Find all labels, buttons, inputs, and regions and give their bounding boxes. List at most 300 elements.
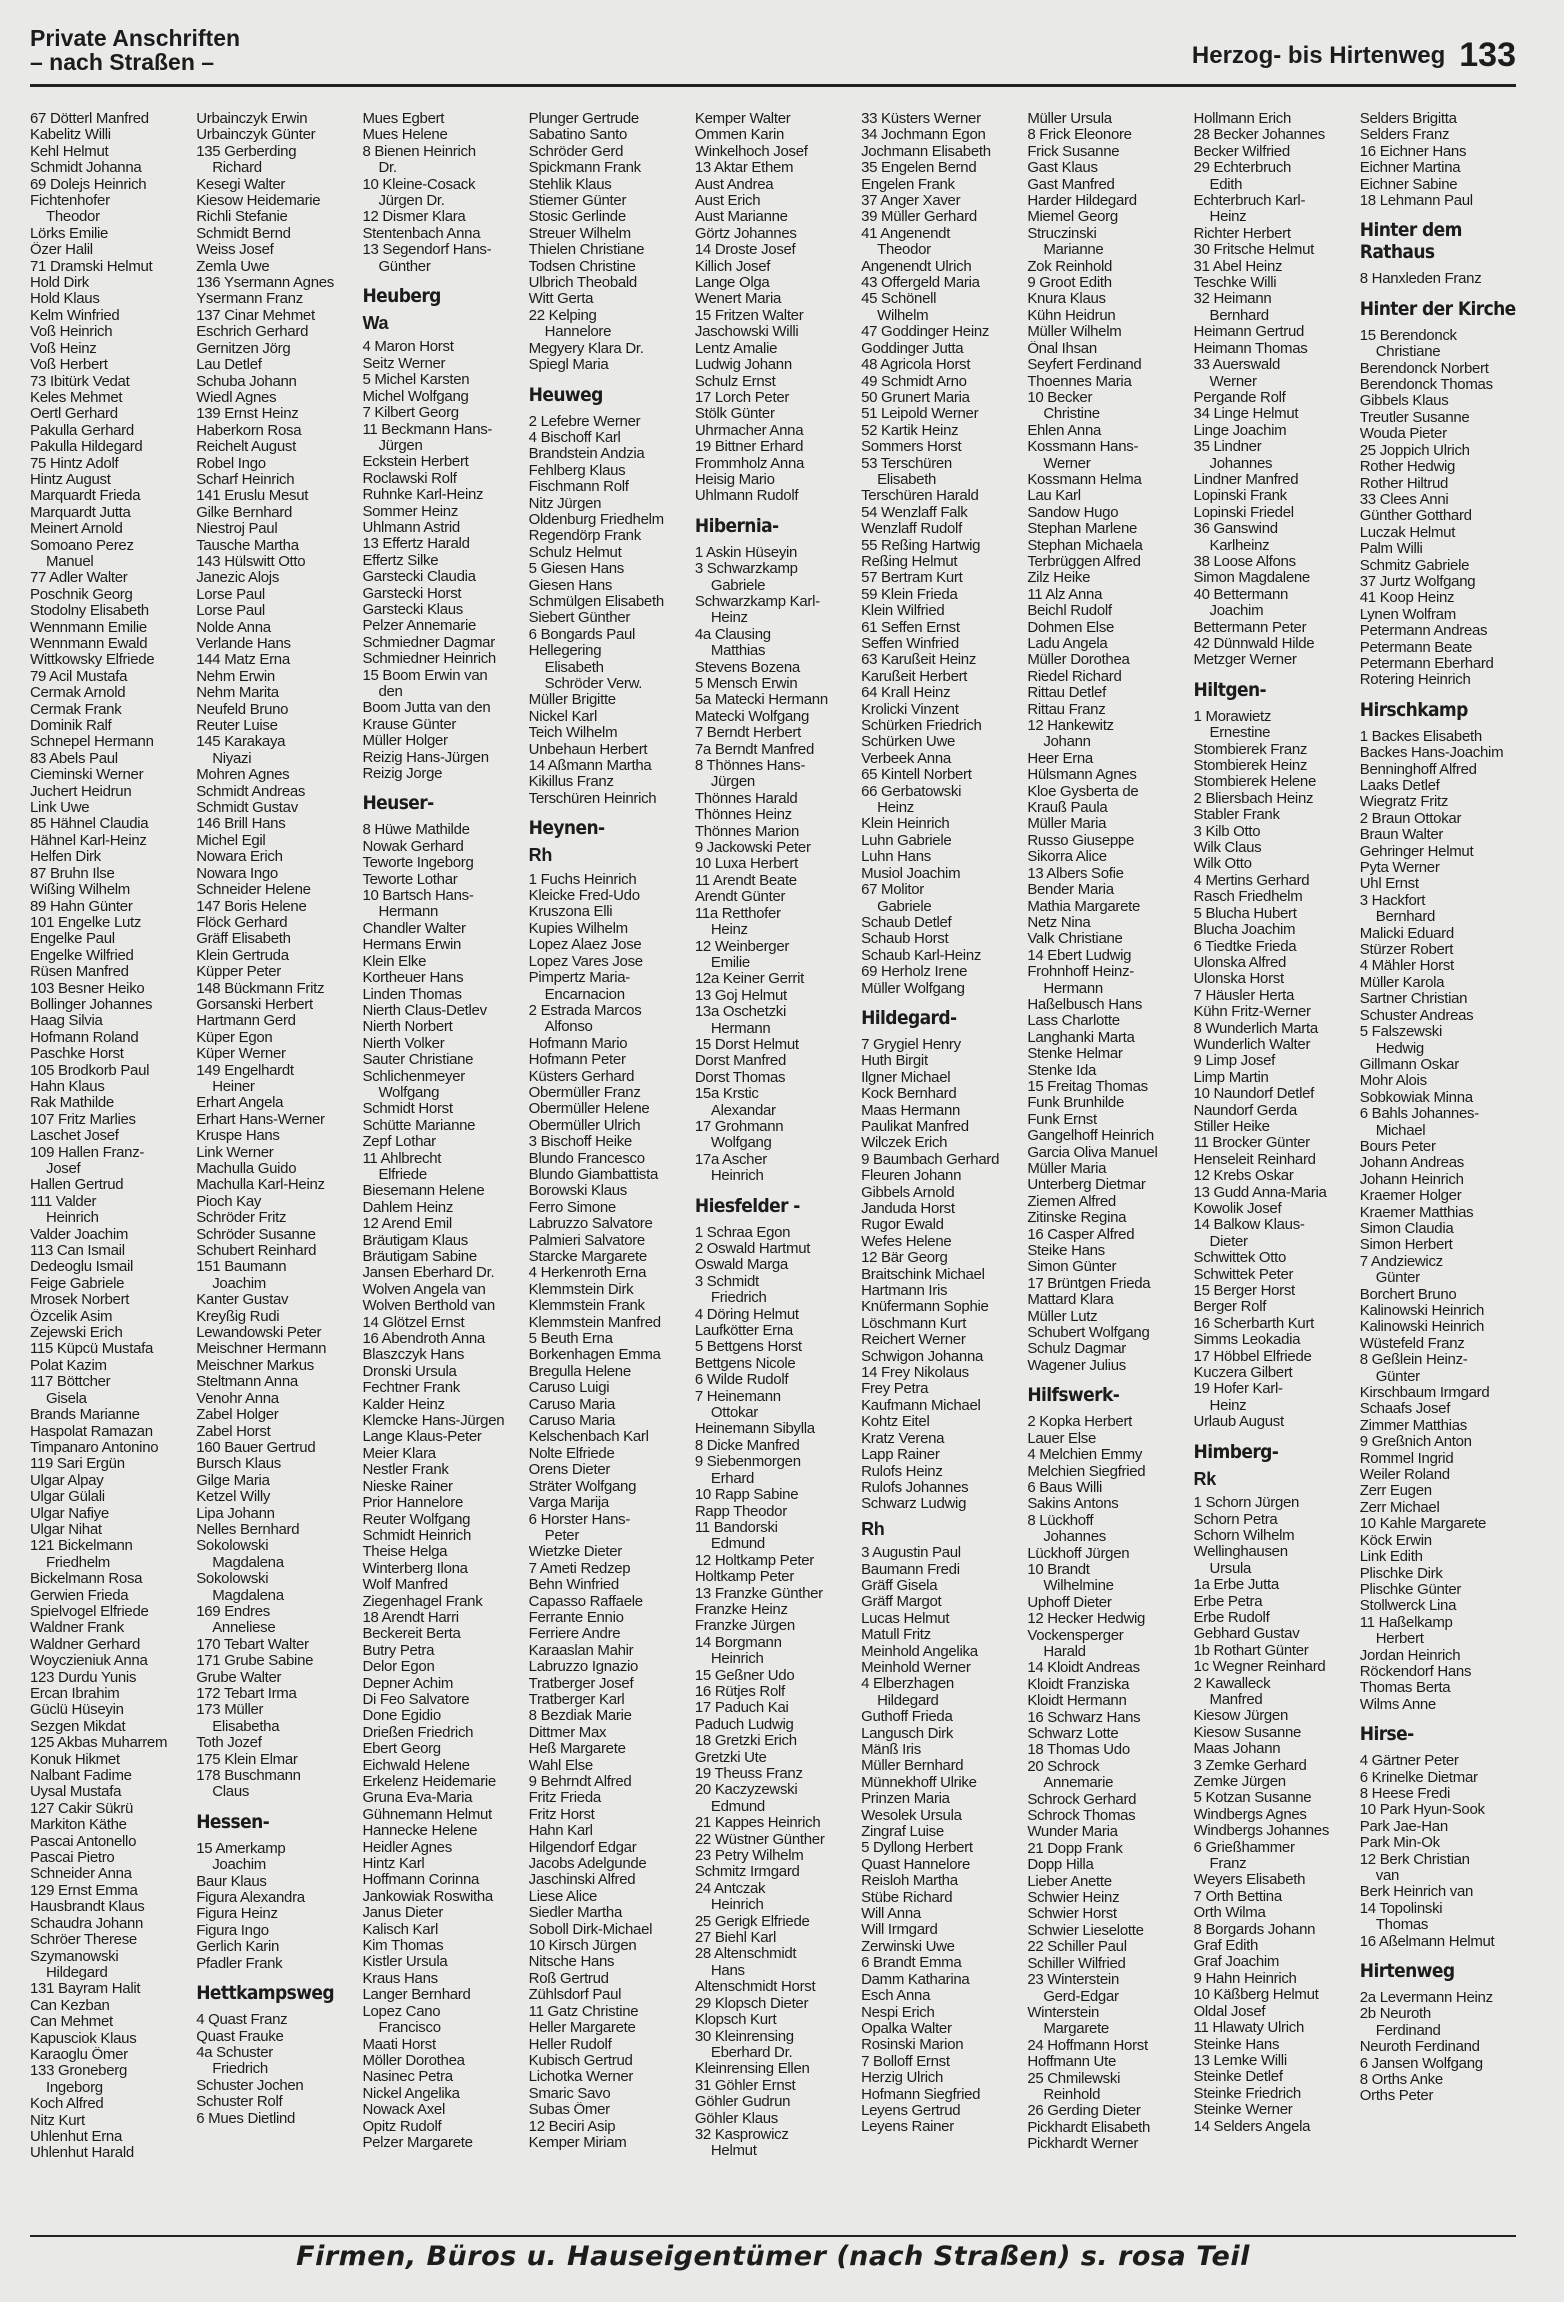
resident-entry: Schubert Wolfgang [1027, 1325, 1150, 1342]
resident-entry: Nestler Frank [362, 1462, 449, 1479]
entry-continuation: Ernestine [1209, 725, 1271, 742]
resident-entry: Schaub Horst [861, 931, 949, 948]
resident-entry: Simms Leokadia [1193, 1332, 1301, 1349]
resident-entry: Hannecke Helene [362, 1823, 478, 1840]
resident-entry: Meier Klara [362, 1445, 436, 1462]
resident-entry: Önal Ihsan [1027, 340, 1097, 357]
resident-entry: Drießen Friedrich [362, 1724, 474, 1741]
entry-continuation: Helmut [710, 2143, 757, 2160]
resident-entry: Aust Marianne [694, 209, 788, 226]
resident-entry: 15 Berendonck [1359, 327, 1457, 344]
resident-entry: Kossmann Hans- [1027, 439, 1139, 456]
resident-entry: Grube Walter [196, 1669, 282, 1686]
resident-entry: Reichert Werner [861, 1332, 966, 1349]
resident-entry: Mattard Klara [1027, 1292, 1114, 1309]
resident-entry: Limp Martin [1193, 1069, 1269, 1086]
resident-entry: Steinke Friedrich [1193, 2085, 1301, 2102]
entry-continuation: Alexandar [710, 1102, 776, 1119]
resident-entry: Hoffmann Ute [1027, 2054, 1116, 2071]
resident-entry: Konuk Hikmet [30, 1751, 120, 1768]
resident-entry: Lau Karl [1027, 488, 1081, 505]
resident-entry: Müller Maria [1027, 816, 1107, 833]
resident-entry: Seitz Werner [362, 355, 446, 372]
street-heading: Hessen- [196, 1810, 270, 1833]
resident-entry: 10 Becker [1027, 389, 1093, 406]
street-heading: Hirtenweg [1359, 1960, 1455, 1983]
resident-entry: Rulofs Heinz [861, 1463, 943, 1480]
entry-continuation: Günther [378, 258, 431, 275]
resident-entry: Johann Heinrich [1359, 1171, 1464, 1188]
resident-entry: 14 Balkow Klaus- [1193, 1217, 1305, 1234]
resident-entry: Eichner Sabine [1359, 176, 1458, 193]
resident-entry: Nespi Erich [861, 2004, 935, 2021]
resident-entry: Heisig Mario [694, 471, 775, 488]
resident-entry: Schwier Horst [1027, 1906, 1117, 1923]
resident-entry: Feige Gabriele [30, 1275, 125, 1292]
resident-entry: 119 Sari Ergün [30, 1456, 125, 1473]
resident-entry: 178 Buschmann [196, 1768, 301, 1785]
resident-entry: Stombierek Helene [1193, 774, 1316, 791]
resident-entry: Marquardt Frieda [30, 488, 141, 505]
resident-entry: Spiegl Maria [528, 357, 609, 374]
resident-entry: 169 Endres [196, 1603, 270, 1620]
resident-entry: Dronski Ursula [362, 1363, 457, 1380]
resident-entry: Nehm Erwin [196, 668, 275, 685]
entry-continuation: Joachim [212, 1857, 266, 1874]
resident-entry: Schuster Jochen [196, 2077, 304, 2094]
resident-entry: Fritz Horst [528, 1806, 595, 1823]
resident-entry: Fechtner Frank [362, 1380, 460, 1397]
resident-entry: Meischner Markus [196, 1357, 314, 1374]
resident-entry: Hofmann Mario [528, 1035, 628, 1052]
resident-entry: 45 Schönell [861, 291, 937, 308]
resident-entry: 64 Krall Heinz [861, 685, 951, 702]
resident-entry: 24 Hoffmann Horst [1027, 2037, 1148, 2054]
resident-entry: Park Jae-Han [1359, 1818, 1448, 1835]
resident-entry: Linge Joachim [1193, 422, 1287, 439]
resident-entry: Plischke Dirk [1359, 1565, 1443, 1582]
resident-entry: Kalisch Karl [362, 1921, 439, 1938]
resident-entry: 13 Franzke Günther [694, 1585, 823, 1602]
resident-entry: Pyta Werner [1359, 860, 1440, 877]
resident-entry: Wennmann Ewald [30, 636, 148, 652]
resident-entry: Blucha Joachim [1193, 922, 1296, 939]
resident-entry: Gibbels Arnold [861, 1184, 955, 1201]
resident-entry: 9 Behrndt Alfred [528, 1774, 632, 1790]
resident-entry: Bickelmann Rosa [30, 1571, 143, 1588]
resident-entry: Gangelhoff Heinrich [1027, 1128, 1154, 1145]
resident-entry: Simon Herbert [1359, 1237, 1453, 1254]
resident-entry: 101 Engelke Lutz [30, 914, 142, 931]
resident-entry: 14 Aßmann Martha [528, 758, 652, 775]
resident-entry: Ercan Ibrahim [30, 1686, 120, 1702]
resident-entry: 16 Abendroth Anna [362, 1331, 485, 1348]
resident-entry: Quast Hannelore [861, 1856, 970, 1873]
street-heading: Hildegard- [861, 1006, 957, 1029]
resident-entry: Gast Klaus [1027, 160, 1098, 177]
resident-entry: 8 Hanxleden Franz [1359, 271, 1482, 288]
resident-entry: Erbe Petra [1193, 1593, 1263, 1610]
directory-column [30, 111, 190, 2204]
resident-entry: Knüfermann Sophie [861, 1299, 989, 1316]
resident-entry: Voß Heinrich [30, 324, 113, 341]
street-heading: Heuberg [362, 285, 441, 308]
resident-entry: Ferriere Andre [528, 1626, 621, 1643]
resident-entry: Mohren Agnes [196, 767, 290, 784]
resident-entry: Zerwinski Uwe [861, 1938, 955, 1955]
resident-entry: 170 Tebart Walter [196, 1636, 309, 1653]
resident-entry: 17a Ascher [694, 1151, 767, 1168]
resident-entry: Nickel Angelika [362, 2085, 460, 2102]
entry-continuation: Jürgen Dr. [378, 193, 445, 210]
resident-entry: Holtkamp Peter [694, 1569, 795, 1586]
resident-entry: Lapp Rainer [861, 1447, 940, 1464]
resident-entry: 10 Park Hyun-Sook [1359, 1802, 1485, 1819]
resident-entry: Treutler Susanne [1359, 409, 1470, 426]
resident-entry: 22 Schiller Paul [1027, 1939, 1127, 1956]
resident-entry: Krauß Paula [1027, 800, 1108, 817]
resident-entry: 173 Müller [196, 1702, 264, 1719]
entry-continuation: Elfriede [378, 1166, 427, 1183]
resident-entry: Erbe Rudolf [1193, 1609, 1270, 1626]
resident-entry: Wüstefeld Franz [1359, 1335, 1465, 1352]
resident-entry: 29 Klopsch Dieter [694, 1995, 809, 2012]
resident-entry: 8 Orths Anke [1359, 2072, 1443, 2089]
page-header [30, 26, 1516, 87]
resident-entry: Gerlich Karin [196, 1939, 280, 1956]
resident-entry: Park Min-Ok [1359, 1835, 1440, 1852]
resident-entry: 125 Akbas Muharrem [30, 1735, 168, 1752]
resident-entry: Leyens Gertrud [861, 2102, 961, 2119]
resident-entry: Lieber Anette [1027, 1873, 1112, 1890]
street-heading: Hirse- [1359, 1723, 1414, 1746]
resident-entry: Schwarzkamp Karl- [694, 593, 820, 610]
resident-entry: 11 Beckmann Hans- [362, 421, 493, 438]
resident-entry: 2 Oswald Hartmut [694, 1241, 811, 1257]
resident-entry: Zemke Jürgen [1193, 1774, 1286, 1790]
resident-entry: Sauter Christiane [362, 1052, 474, 1069]
resident-entry: Rommel Ingrid [1359, 1450, 1454, 1467]
resident-entry: 19 Theuss Franz [694, 1766, 803, 1782]
entry-continuation: Jürgen [710, 774, 755, 791]
resident-entry: 5 Bettgens Horst [694, 1339, 802, 1356]
entry-continuation: Ursula [1209, 1560, 1252, 1577]
resident-entry: Schiller Wilfried [1027, 1955, 1126, 1972]
resident-entry: Dedeoglu Ismail [30, 1259, 134, 1276]
entry-continuation: Emilie [710, 954, 750, 971]
resident-entry: Spielvogel Elfriede [30, 1603, 149, 1620]
resident-entry: Gühnemann Helmut [362, 1806, 492, 1823]
directory-column [1194, 111, 1354, 2204]
resident-entry: 33 Clees Anni [1359, 491, 1449, 508]
resident-entry: Baumann Fredi [861, 1561, 960, 1578]
resident-entry: Zingraf Luise [861, 1824, 944, 1841]
resident-entry: Poschnik Georg [30, 586, 133, 603]
resident-entry: 19 Bittner Erhard [694, 439, 804, 456]
resident-entry: Laschet Josef [30, 1128, 119, 1145]
resident-entry: 2 Kopka Herbert [1027, 1414, 1133, 1431]
entry-continuation: Christiane [1375, 344, 1441, 361]
district-label: Wa [362, 315, 389, 332]
resident-entry: Hintz Karl [362, 1856, 425, 1873]
street-heading: Hirschkamp [1359, 698, 1468, 721]
entry-continuation: Johann [1043, 734, 1091, 751]
resident-entry: Schmiedner Heinrich [362, 651, 496, 668]
street-range-heading [1192, 36, 1516, 75]
resident-entry: Riedel Richard [1027, 668, 1122, 685]
resident-entry: Müller Ursula [1027, 111, 1112, 127]
resident-entry: Liese Alice [528, 1888, 598, 1905]
entry-continuation: Ferdinand [1375, 2022, 1441, 2039]
resident-entry: Schmidt Gustav [196, 800, 298, 817]
resident-entry: Schmiedner Dagmar [362, 634, 495, 651]
resident-entry: Jaschinski Alfred [528, 1872, 636, 1889]
entry-continuation: Elisabetha [212, 1718, 280, 1735]
resident-entry: Nalbant Fadime [30, 1768, 132, 1785]
resident-entry: Schmidt Bernd [196, 225, 291, 242]
entry-continuation: Günter [1375, 1270, 1420, 1287]
entry-continuation: Hermann [378, 904, 439, 921]
resident-entry: Theise Helga [362, 1544, 448, 1561]
district-label: Rh [861, 1520, 885, 1538]
resident-entry: 1b Rothart Günter [1193, 1642, 1309, 1659]
resident-entry: 14 Borgmann [694, 1634, 782, 1651]
resident-entry: Delor Egon [362, 1659, 435, 1676]
resident-entry: Meischner Hermann [196, 1341, 327, 1358]
resident-entry: 11 Haßelkamp [1359, 1614, 1453, 1631]
resident-entry: 10 Bartsch Hans- [362, 888, 474, 905]
resident-entry: Gerwien Frieda [30, 1587, 129, 1604]
resident-entry: Langhanki Marta [1027, 1029, 1135, 1046]
resident-entry: Uhlenhut Erna [30, 2128, 122, 2145]
resident-entry: Laufkötter Erna [694, 1323, 793, 1340]
resident-entry: Steinke Hans [1193, 2036, 1280, 2053]
resident-entry: Schmidt Heinrich [362, 1527, 472, 1544]
entry-continuation: Gerd-Edgar [1043, 1988, 1119, 2005]
resident-entry: 2 Lefebre Werner [528, 413, 641, 430]
resident-entry: Karaaslan Mahir [528, 1642, 634, 1659]
resident-entry: Ysermann Franz [196, 291, 303, 308]
resident-entry: 15 Berger Horst [1193, 1283, 1295, 1300]
resident-entry: Lipa Johann [196, 1505, 275, 1522]
resident-entry: Garstecki Claudia [362, 569, 476, 586]
resident-entry: Heinemann Sibylla [694, 1421, 815, 1438]
resident-entry: Reuter Luise [196, 718, 278, 735]
resident-entry: Nierth Norbert [362, 1019, 453, 1036]
resident-entry: 5 Dyllong Herbert [861, 1840, 973, 1857]
resident-entry: Gillmann Oskar [1359, 1056, 1459, 1073]
entry-continuation: Bernhard [1375, 909, 1436, 926]
resident-entry: Nierth Claus-Detlev [362, 1002, 487, 1019]
resident-entry: 48 Agricola Horst [861, 357, 971, 374]
entry-continuation: Hermann [1043, 980, 1103, 997]
resident-entry: Fischmann Rolf [528, 479, 629, 496]
resident-entry: Gräff Gisela [861, 1577, 938, 1594]
resident-entry: Wahl Else [528, 1757, 593, 1774]
resident-entry: Scharf Heinrich [196, 471, 295, 488]
resident-entry: Janduda Horst [861, 1201, 955, 1217]
resident-entry: Kruszona Elli [528, 904, 613, 921]
resident-entry: 14 Selders Angela [1193, 2118, 1311, 2135]
resident-entry: 175 Klein Elmar [196, 1751, 298, 1768]
resident-entry: 16 Eichner Hans [1359, 143, 1467, 160]
street-heading: Hilfswerk- [1027, 1384, 1120, 1407]
resident-entry: Roß Gertrud [528, 1970, 609, 1987]
resident-entry: Paschke Horst [30, 1046, 124, 1063]
resident-entry: 31 Göhler Ernst [694, 2077, 796, 2094]
resident-entry: Tratberger Karl [528, 1691, 625, 1708]
resident-entry: 37 Anger Xaver [861, 193, 961, 210]
entry-continuation: Josef [46, 1161, 81, 1177]
resident-entry: 3 Schwarzkamp [694, 561, 798, 578]
resident-entry: Petermann Beate [1359, 639, 1472, 656]
resident-entry: 103 Besner Heiko [30, 980, 145, 997]
resident-entry: Juchert Heidrun [30, 783, 132, 800]
resident-entry: 6 Bahls Johannes- [1359, 1106, 1479, 1123]
resident-entry: Schwittek Otto [1193, 1250, 1287, 1267]
resident-entry: Cermak Frank [30, 701, 122, 718]
resident-entry: 18 Gretzki Erich [694, 1733, 797, 1750]
resident-entry: Schulz Ernst [694, 373, 776, 390]
resident-entry: 11 Hlawaty Ulrich [1193, 2020, 1305, 2037]
resident-entry: 11 Brocker Günter [1193, 1135, 1310, 1152]
resident-entry: Chandler Walter [362, 920, 466, 937]
resident-entry: Gretzki Ute [694, 1749, 767, 1766]
resident-entry: Kanter Gustav [196, 1292, 289, 1309]
entry-continuation: Hannelore [544, 324, 612, 341]
resident-entry: Uhlmann Astrid [362, 519, 460, 536]
resident-entry: Caruso Maria [528, 1396, 616, 1413]
resident-entry: Nelles Bernhard [196, 1521, 300, 1538]
resident-entry: Regendörp Frank [528, 528, 641, 545]
resident-entry: Sandow Hugo [1027, 504, 1119, 521]
resident-entry: Pascai Antonello [30, 1833, 137, 1850]
entry-continuation: Friedrich [710, 1290, 767, 1307]
resident-entry: 15 Boom Erwin van [362, 667, 488, 684]
resident-entry: 8 Borgards Johann [1193, 1921, 1316, 1938]
resident-entry: Berendonck Thomas [1359, 377, 1493, 394]
resident-entry: Angenendt Ulrich [861, 258, 972, 275]
resident-entry: Uhlmann Rudolf [694, 488, 799, 505]
resident-entry: Lopinski Frank [1193, 488, 1287, 505]
resident-entry: 66 Gerbatowski [861, 783, 962, 800]
resident-entry: Kiesow Jürgen [1193, 1708, 1289, 1725]
resident-entry: 12 Holtkamp Peter [694, 1552, 815, 1569]
resident-entry: Hellegering [528, 643, 602, 660]
resident-entry: Pioch Kay [196, 1193, 262, 1210]
resident-entry: Schaafs Josef [1359, 1401, 1451, 1418]
resident-entry: Kloe Gysberta de [1027, 783, 1139, 800]
resident-entry: 17 Paduch Kai [694, 1700, 789, 1717]
resident-entry: Kemper Walter [694, 111, 791, 127]
resident-entry: 8 Geßlein Heinz- [1359, 1352, 1468, 1369]
resident-entry: 34 Linge Helmut [1193, 406, 1299, 423]
resident-entry: Oldenburg Friedhelm [528, 511, 664, 528]
resident-entry: 75 Hintz Adolf [30, 455, 119, 472]
resident-entry: 7 Grygiel Henry [861, 1036, 961, 1053]
resident-entry: Gilge Maria [196, 1472, 270, 1489]
resident-entry: Küper Werner [196, 1046, 286, 1063]
resident-entry: 8 Lückhoff [1027, 1512, 1094, 1529]
resident-entry: Erkelenz Heidemarie [362, 1774, 496, 1790]
entry-continuation: Jürgen [378, 437, 423, 454]
resident-entry: Weiss Josef [196, 242, 274, 259]
resident-entry: 10 Kirsch Jürgen [528, 1938, 637, 1955]
resident-entry: Siedler Martha [528, 1905, 623, 1922]
resident-entry: 12 Bär Georg [861, 1250, 948, 1267]
resident-entry: Klein Gertruda [196, 947, 289, 964]
resident-entry: Stombierek Heinz [1193, 758, 1308, 775]
resident-entry: Rotering Heinrich [1359, 672, 1471, 689]
resident-entry: Starcke Margarete [528, 1249, 647, 1265]
resident-entry: 4 Melchien Emmy [1027, 1447, 1143, 1464]
resident-entry: Ulgar Gülali [30, 1489, 105, 1506]
resident-entry: Heß Margarete [528, 1741, 626, 1758]
resident-entry: 3 Bischoff Heike [528, 1134, 632, 1151]
resident-entry: Gilke Bernhard [196, 504, 293, 521]
resident-entry: 10 Kahle Margarete [1359, 1516, 1487, 1533]
directory-column [1027, 111, 1187, 2204]
resident-entry: Giesen Hans [528, 577, 613, 594]
resident-entry: Labruzzo Ignazio [528, 1659, 639, 1676]
resident-entry: Kaufmann Michael [861, 1397, 981, 1414]
resident-entry: Stephan Marlene [1027, 521, 1138, 538]
resident-entry: Zilz Heike [1027, 570, 1091, 587]
resident-entry: Neufeld Bruno [196, 701, 289, 718]
resident-entry: 8 Bienen Heinrich [362, 143, 476, 160]
resident-entry: Neuroth Ferdinand [1359, 2039, 1480, 2056]
resident-entry: 1 Schorn Jürgen [1193, 1495, 1300, 1512]
entry-continuation: Hildegard [877, 1692, 939, 1709]
resident-entry: Figura Alexandra [196, 1890, 305, 1907]
resident-entry: Goddinger Jutta [861, 340, 964, 357]
resident-entry: 144 Matz Erna [196, 652, 290, 669]
resident-entry: Baur Klaus [196, 1873, 267, 1890]
resident-entry: 131 Bayram Halit [30, 1981, 141, 1998]
entry-continuation: Christine [1043, 406, 1100, 423]
entry-continuation: Joachim [212, 1275, 266, 1292]
resident-entry: 6 Wilde Rudolf [694, 1372, 789, 1389]
resident-entry: Machulla Karl-Heinz [196, 1177, 325, 1194]
resident-entry: Can Mehmet [30, 2014, 113, 2031]
street-heading: Hinter dem Rathaus [1359, 219, 1462, 264]
resident-entry: Erhart Hans-Werner [196, 1111, 325, 1128]
resident-entry: Franzke Heinz [694, 1601, 788, 1618]
entry-continuation: Friedhelm [46, 1554, 110, 1571]
resident-entry: Wolven Angela van [362, 1281, 486, 1298]
resident-entry: Ehlen Anna [1027, 422, 1102, 439]
resident-entry: Wouda Pieter [1359, 426, 1447, 443]
resident-entry: 2a Levermann Heinz [1359, 1990, 1493, 2007]
resident-entry: Engelke Paul [30, 931, 115, 948]
resident-entry: Heimann Thomas [1193, 340, 1308, 357]
resident-entry: Pakulla Hildegard [30, 439, 143, 456]
resident-entry: 171 Grube Sabine [196, 1653, 314, 1670]
resident-entry: 28 Becker Johannes [1193, 127, 1325, 144]
resident-entry: Marquardt Jutta [30, 504, 131, 521]
resident-entry: Hofmann Peter [528, 1052, 626, 1069]
resident-entry: Gebhard Gustav [1193, 1626, 1300, 1643]
resident-entry: 6 Mues Dietlind [196, 2110, 296, 2127]
resident-entry: 149 Engelhardt [196, 1062, 294, 1079]
resident-entry: Herzig Ulrich [861, 2070, 944, 2087]
resident-entry: Borchert Bruno [1359, 1286, 1457, 1303]
resident-entry: Stübe Richard [861, 1889, 953, 1906]
resident-entry: 12a Keiner Gerrit [694, 971, 804, 988]
resident-entry: 15 Freitag Thomas [1027, 1078, 1148, 1095]
resident-entry: Sezgen Mikdat [30, 1718, 126, 1735]
resident-entry: Harder Hildegard [1027, 193, 1137, 210]
